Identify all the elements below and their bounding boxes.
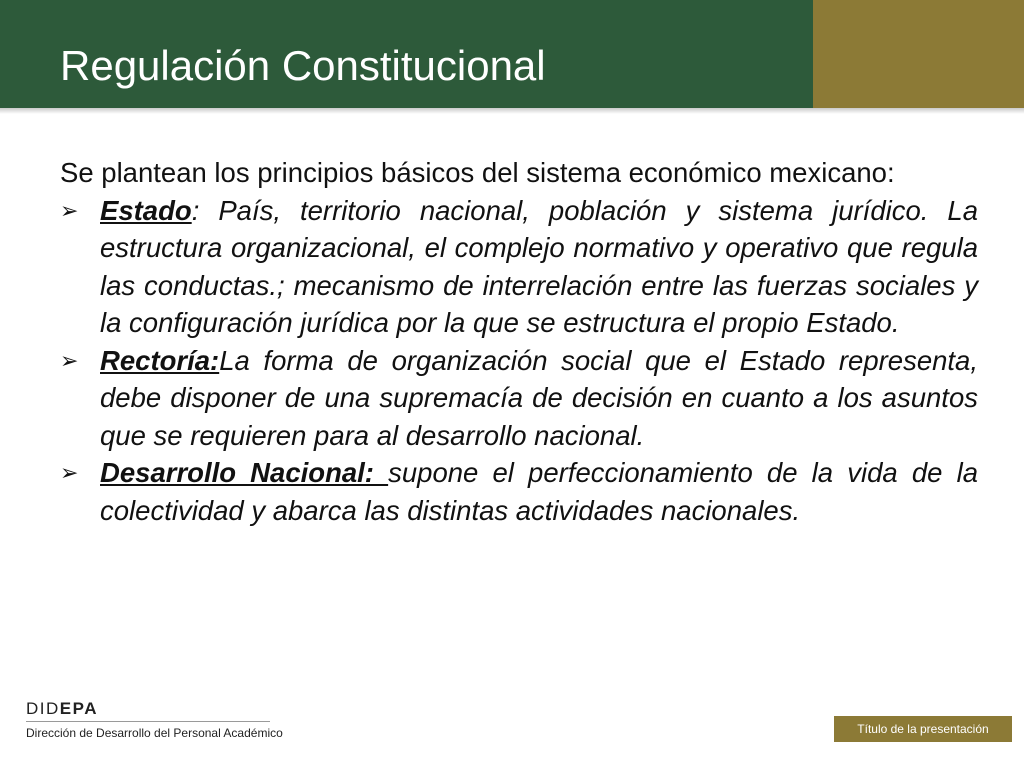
header-shadow	[0, 108, 1024, 114]
logo-light-text: DID	[26, 699, 60, 718]
intro-paragraph: Se plantean los principios básicos del sistema económico mexicano:	[60, 157, 895, 188]
arrow-bullet-icon: ➢	[60, 347, 79, 373]
bullet-term: Rectoría:	[100, 344, 220, 376]
bullet-rectoria	[60, 342, 978, 455]
bullet-desarrollo-nacional	[60, 454, 978, 529]
bullet-term: Desarrollo Nacional:	[100, 457, 389, 488]
bullet-estado	[60, 192, 978, 342]
bullet-separator: :	[191, 194, 200, 226]
arrow-bullet-icon: ➢	[60, 197, 79, 223]
logo-subtitle: Dirección de Desarrollo del Personal Académico	[26, 726, 283, 740]
bullet-text: supone el perfeccionamiento de la vida de la colectividad y abarca las distintas actividades nacionales.	[100, 457, 978, 526]
bullet-text: País, territorio nacional, población y sistema jurídico. La estructura organizacional, el complejo normativo y operativo que regula las conductas.; mecanismo de interrelación entre las fuerzas sociales y la configuración jurídica por la que se estructura el propio Estado.	[100, 194, 978, 338]
didepa-logo	[26, 699, 283, 740]
logo-divider	[26, 721, 270, 722]
slide-title: Regulación Constitucional	[60, 42, 546, 89]
logo-bold-text: EPA	[59, 699, 98, 718]
logo-wordmark	[26, 699, 270, 719]
bullet-text: La forma de organización social que el Estado representa, debe disponer de una supremacía de decisión en cuanto a los asuntos que se requieren para al desarrollo nacional.	[100, 344, 978, 451]
bullet-term: Estado	[100, 194, 192, 226]
presentation-title-tab: Título de la presentación	[834, 716, 1012, 742]
header-accent-block	[813, 0, 1024, 108]
slide-body	[60, 154, 978, 529]
arrow-bullet-icon: ➢	[60, 460, 79, 485]
